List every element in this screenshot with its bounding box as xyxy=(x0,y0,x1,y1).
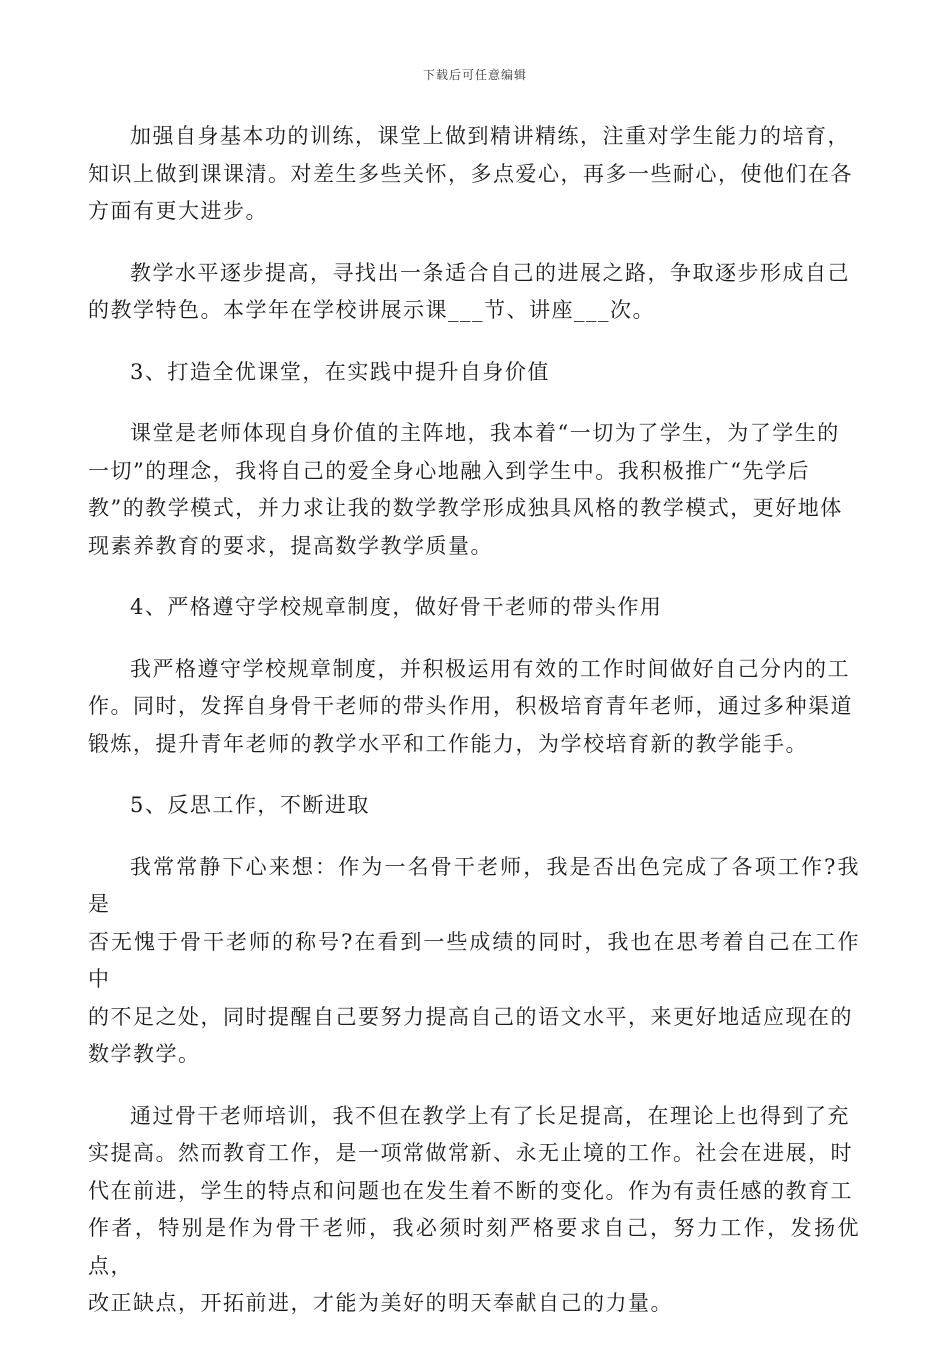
section-heading-4: 4、严格遵守学校规章制度，做好骨干老师的带头作用 xyxy=(130,595,663,619)
paragraph-conclusion xyxy=(88,1098,860,1323)
paragraph-line: 加强自身基本功的训练，课堂上做到精讲精练，注重对学生能力的培育， xyxy=(130,124,850,148)
paragraph-line: 锻炼，提升青年老师的教学水平和工作能力，为学校培育新的教学能手。 xyxy=(88,731,808,756)
document-body xyxy=(88,118,860,1347)
paragraph-reflection xyxy=(88,849,860,1074)
paragraph-line: 的教学特色。本学年在学校讲展示课___节、讲座___次。 xyxy=(88,298,655,322)
paragraph-line: 实提高。然而教育工作，是一项常做常新、永无止境的工作。社会在进展，时 xyxy=(88,1141,853,1165)
paragraph-line: 知识上做到课课清。对差生多些关怀，多点爱心，再多一些耐心，使他们在各 xyxy=(88,161,853,186)
paragraph-teaching-level xyxy=(88,255,860,330)
paragraph-line: 课堂是老师体现自身价值的主阵地，我本着“一切为了学生，为了学生的 xyxy=(130,421,840,445)
paragraph-basic-skills xyxy=(88,118,860,231)
paragraph-rules xyxy=(88,651,860,764)
paragraph-line: 作者，特别是作为骨干老师，我必须时刻严格要求自己，努力工作，发扬优点， xyxy=(88,1216,860,1278)
paragraph-line: 通过骨干老师培训，我不但在教学上有了长足提高，在理论上也得到了充 xyxy=(130,1103,850,1128)
paragraph-line: 的不足之处，同时提醒自己要努力提高自己的语文水平，来更好地适应现在的 xyxy=(88,1004,853,1029)
paragraph-line: 我常常静下心来想：作为一名骨干老师，我是否出色完成了各项工作?我是 xyxy=(88,854,860,916)
paragraph-line: 教”的教学模式，并力求让我的数学教学形成独具风格的教学模式，更好地体 xyxy=(88,496,843,520)
paragraph-line: 作。同时，发挥自身骨干老师的带头作用，积极培育青年老师，通过多种渠道 xyxy=(88,694,853,718)
section-heading-3: 3、打造全优课堂，在实践中提升自身价值 xyxy=(130,359,550,384)
paragraph-line: 我严格遵守学校规章制度，并积极运用有效的工作时间做好自己分内的工 xyxy=(130,656,850,681)
paragraph-classroom xyxy=(88,415,860,565)
paragraph-line: 代在前进，学生的特点和问题也在发生着不断的变化。作为有责任感的教育工 xyxy=(88,1178,853,1203)
paragraph-line: 方面有更大进步。 xyxy=(88,199,268,223)
section-heading-5: 5、反思工作，不断进取 xyxy=(130,793,370,817)
paragraph-line: 现素养教育的要求，提高数学教学质量。 xyxy=(88,533,493,558)
paragraph-line: 教学水平逐步提高，寻找出一条适合自己的进展之路，争取逐步形成自己 xyxy=(130,260,850,285)
paragraph-line: 一切”的理念，我将自己的爱全身心地融入到学生中。我积极推广“先学后 xyxy=(88,458,810,483)
paragraph-line: 改正缺点，开拓前进，才能为美好的明天奉献自己的力量。 xyxy=(88,1291,673,1315)
paragraph-line: 否无愧于骨干老师的称号?在看到一些成绩的同时，我也在思考着自己在工作中 xyxy=(88,929,860,991)
page-header-note: 下载后可任意编辑 xyxy=(422,68,527,82)
paragraph-line: 数学教学。 xyxy=(88,1042,201,1066)
